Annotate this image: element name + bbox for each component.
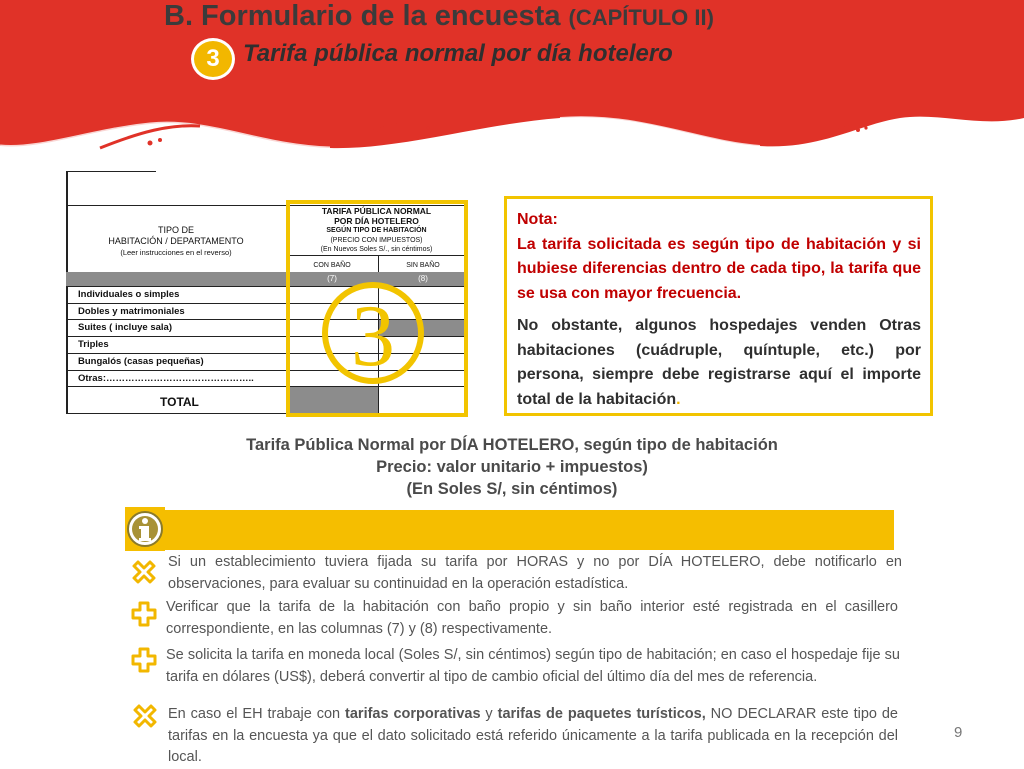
col-8-label: (8) — [418, 274, 428, 283]
row-bungalos: Bungalós (casas pequeñas) — [78, 356, 204, 367]
plus-icon — [131, 647, 157, 673]
header-tarifa-2: POR DÍA HOTELERO — [334, 215, 419, 226]
row-otras: Otras:……………………………………….. — [78, 373, 254, 384]
plus-icon — [131, 601, 157, 627]
slide-title — [164, 0, 714, 33]
number-3-circle-icon — [320, 280, 426, 386]
chapter-label: (CAPÍTULO II) — [568, 5, 714, 30]
row-individuales: Individuales o simples — [78, 289, 180, 300]
header-tarifa-5: (En Nuevos Soles S/., sin céntimos) — [320, 246, 433, 253]
info-icon — [125, 507, 165, 551]
note-paragraph-2-dot: . — [676, 390, 681, 408]
info-bar — [164, 510, 894, 550]
note-paragraph-2-text: No obstante, algunos hospedajes venden Otras habitaciones (cuádruple, quíntuple, etc.) por persona, siempre debe registrarse aquí el importe total de la habitación — [517, 317, 921, 408]
slide-title-text: B. Formulario de la encuesta — [164, 0, 569, 32]
note-paragraph-2 — [517, 314, 921, 412]
bullet-4-bold-corporativas: tarifas corporativas — [345, 706, 481, 722]
row-suites: Suites ( incluye sala) — [78, 322, 172, 333]
header-tarifa-4: (PRECIO CON IMPUESTOS) — [330, 236, 423, 244]
room-type-header — [66, 225, 286, 258]
sin-bano-header: SIN BAÑO — [406, 262, 440, 269]
con-bano-header: CON BAÑO — [313, 262, 351, 269]
bullet-2: Verificar que la tarifa de la habitación con baño propio y sin baño interior esté registrada en el casillero correspondiente, en las columnas (7) y (8) respectivamente. — [166, 599, 898, 637]
note-title: Nota: — [517, 211, 558, 228]
caption-line-3: (En Soles S/, sin céntimos) — [406, 480, 618, 498]
header-habitacion: HABITACIÓN / DEPARTAMENTO — [108, 236, 244, 246]
section-number-badge: 3 — [191, 38, 235, 80]
header-instructions: (Leer instrucciones en el reverso) — [120, 248, 232, 257]
bullet-4-text-a: En caso el EH trabaje con — [168, 706, 346, 722]
note-box — [504, 196, 933, 416]
bullet-4 — [168, 704, 898, 769]
table-caption — [0, 434, 1024, 500]
x-icon — [132, 703, 158, 729]
bullet-4-bold-paquetes: tarifas de paquetes turísticos, — [497, 706, 706, 722]
note-paragraph-1: La tarifa solicitada es según tipo de habitación y si hubiese diferencias dentro de cada tipo, la tarifa que se usa con mayor frecuencia. — [517, 235, 921, 302]
bullet-4-text-e: NO DECLARAR este tipo de tarifas en la encuesta ya que el dato solicitado está referido únicamente a la tarifa publicada en la recepción del local. — [168, 706, 898, 765]
header-tarifa-3: SEGÚN TIPO DE HABITACIÓN — [326, 227, 427, 234]
overlay-number: 3 — [351, 288, 395, 385]
header-tipo: TIPO DE — [157, 225, 194, 235]
row-dobles: Dobles y matrimoniales — [78, 306, 185, 317]
bullet-4-text-c: y — [480, 706, 498, 722]
header-banner — [0, 0, 1024, 175]
caption-line-1: Tarifa Pública Normal por DÍA HOTELERO, según tipo de habitación — [246, 436, 778, 454]
header-tarifa-1: TARIFA PÚBLICA NORMAL — [321, 206, 432, 216]
row-triples: Triples — [78, 339, 109, 350]
slide-subtitle: Tarifa pública normal por día hotelero — [243, 40, 673, 67]
bullet-3: Se solicita la tarifa en moneda local (Soles S/, sin céntimos) según tipo de habitación; en caso el hospedaje fije su tarifa en dólares (US$), deberá convertir al tipo de cambio oficial del último día del mes de referencia. — [166, 647, 900, 685]
x-icon — [131, 559, 157, 585]
col-7-label: (7) — [327, 274, 337, 283]
bullet-1: Si un establecimiento tuviera fijada su tarifa por HORAS y no por DÍA HOTELERO, debe notificarlo en observaciones, para evaluar su continuidad en la operación estadística. — [168, 554, 902, 592]
row-total: TOTAL — [160, 395, 199, 409]
caption-line-2: Precio: valor unitario + impuestos) — [376, 458, 648, 476]
page-number: 9 — [954, 724, 963, 741]
